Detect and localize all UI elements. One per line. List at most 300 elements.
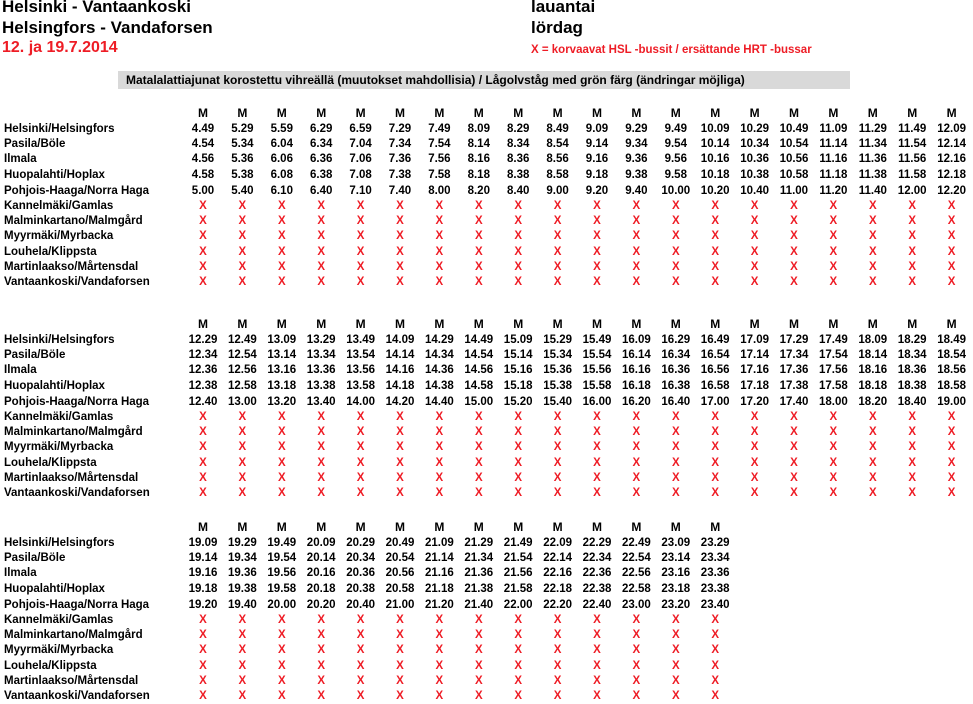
departure-time: 7.06 bbox=[349, 153, 372, 166]
departure-time: 20.56 bbox=[385, 567, 415, 580]
replacement-bus-mark: X bbox=[435, 199, 444, 212]
departure-time: 21.09 bbox=[425, 537, 454, 549]
departure-time: 22.16 bbox=[543, 567, 572, 580]
replacement-bus-mark: X bbox=[238, 410, 247, 423]
replacement-bus-mark: X bbox=[356, 215, 365, 228]
departure-time: 18.16 bbox=[858, 364, 888, 377]
replacement-bus-mark: X bbox=[396, 245, 404, 258]
replacement-bus-mark: X bbox=[238, 629, 247, 642]
departure-time: 13.09 bbox=[267, 334, 297, 346]
departure-time: 19.54 bbox=[267, 552, 297, 565]
replacement-bus-mark: X bbox=[947, 426, 956, 439]
replacement-bus-mark: X bbox=[553, 245, 562, 258]
departure-time: 14.54 bbox=[464, 349, 494, 362]
replacement-bus-mark: X bbox=[790, 441, 798, 454]
replacement-bus-mark: X bbox=[356, 644, 365, 657]
departure-time: 9.38 bbox=[625, 168, 648, 181]
replacement-bus-mark: X bbox=[435, 215, 444, 228]
service-dates: 12. ja 19.7.2014 bbox=[2, 39, 118, 56]
departure-time: 14.40 bbox=[425, 395, 454, 408]
departure-time: 19.16 bbox=[188, 567, 218, 580]
replacement-bus-mark: X bbox=[908, 456, 917, 469]
departure-time: 8.16 bbox=[467, 153, 490, 166]
departure-time: 20.38 bbox=[346, 582, 375, 595]
departure-time: 13.54 bbox=[346, 349, 375, 362]
departure-time: 16.16 bbox=[622, 364, 651, 377]
replacement-bus-mark: X bbox=[671, 629, 680, 642]
train-type-mark: M bbox=[789, 317, 799, 331]
departure-time: 21.54 bbox=[503, 552, 533, 565]
departure-time: 18.40 bbox=[897, 395, 927, 408]
replacement-bus-mark: X bbox=[514, 659, 523, 672]
replacement-bus-mark: X bbox=[238, 613, 247, 626]
replacement-bus-mark: X bbox=[868, 486, 877, 499]
replacement-bus-mark: X bbox=[435, 659, 444, 672]
replacement-bus-mark: X bbox=[474, 629, 483, 642]
replacement-bus-mark: X bbox=[199, 674, 207, 687]
departure-time: 5.29 bbox=[231, 123, 254, 135]
replacement-bus-mark: X bbox=[396, 456, 404, 469]
replacement-bus-mark: X bbox=[632, 441, 641, 454]
replacement-bus-mark: X bbox=[632, 456, 641, 469]
replacement-bus-mark: X bbox=[632, 486, 641, 499]
departure-time: 10.09 bbox=[700, 123, 730, 135]
replacement-bus-mark: X bbox=[593, 426, 601, 439]
replacement-bus-mark: X bbox=[947, 410, 956, 423]
departure-time: 14.49 bbox=[464, 334, 494, 346]
replacement-bus-mark: X bbox=[671, 230, 680, 243]
replacement-bus-mark: X bbox=[238, 426, 247, 439]
replacement-bus-mark: X bbox=[514, 456, 523, 469]
departure-time: 10.20 bbox=[700, 184, 730, 197]
replacement-bus-mark: X bbox=[514, 426, 523, 439]
departure-time: 18.49 bbox=[937, 334, 966, 346]
train-type-mark: M bbox=[710, 106, 721, 120]
departure-time: 20.29 bbox=[346, 537, 375, 549]
train-type-mark: M bbox=[828, 317, 839, 331]
departure-time: 15.36 bbox=[543, 364, 572, 377]
replacement-bus-mark: X bbox=[553, 260, 562, 273]
replacement-bus-mark: X bbox=[199, 230, 207, 243]
station-name: Louhela/Klippsta bbox=[4, 659, 97, 672]
replacement-bus-mark: X bbox=[356, 426, 365, 439]
train-type-mark: M bbox=[276, 106, 287, 120]
departure-time: 10.36 bbox=[740, 153, 769, 166]
departure-time: 9.40 bbox=[625, 184, 648, 197]
replacement-bus-mark: X bbox=[790, 245, 798, 258]
station-name: Pohjois-Haaga/Norra Haga bbox=[4, 395, 150, 408]
departure-time: 11.00 bbox=[779, 184, 809, 197]
replacement-bus-mark: X bbox=[711, 613, 720, 626]
train-type-mark: M bbox=[946, 106, 957, 120]
replacement-bus-mark: X bbox=[868, 260, 877, 273]
replacement-bus-mark: X bbox=[277, 629, 286, 642]
departure-time: 19.36 bbox=[228, 567, 257, 580]
departure-time: 9.56 bbox=[664, 153, 687, 166]
departure-time: 9.36 bbox=[625, 153, 648, 166]
replacement-bus-mark: X bbox=[238, 230, 247, 243]
station-name: Louhela/Klippsta bbox=[4, 456, 97, 469]
departure-time: 8.56 bbox=[546, 153, 569, 166]
departure-time: 11.56 bbox=[898, 153, 927, 166]
replacement-bus-mark: X bbox=[199, 629, 207, 642]
train-type-mark: M bbox=[473, 317, 484, 331]
train-type-mark: M bbox=[276, 317, 287, 331]
replacement-bus-mark: X bbox=[632, 689, 641, 702]
departure-time: 19.40 bbox=[228, 598, 257, 611]
departure-time: 12.49 bbox=[228, 334, 257, 346]
replacement-bus-mark: X bbox=[553, 230, 562, 243]
replacement-bus-mark: X bbox=[435, 486, 444, 499]
replacement-bus-mark: X bbox=[435, 674, 444, 687]
departure-time: 20.16 bbox=[306, 567, 336, 580]
replacement-bus-mark: X bbox=[474, 215, 483, 228]
replacement-bus-mark: X bbox=[317, 441, 326, 454]
replacement-bus-mark: X bbox=[396, 659, 404, 672]
replacement-bus-mark: X bbox=[553, 215, 562, 228]
replacement-bus-mark: X bbox=[671, 275, 680, 288]
departure-time: 19.49 bbox=[267, 537, 297, 549]
replacement-bus-mark: X bbox=[711, 199, 720, 212]
departure-time: 4.49 bbox=[191, 123, 215, 135]
departure-time: 21.14 bbox=[425, 552, 454, 565]
departure-time: 22.49 bbox=[622, 537, 651, 549]
station-name: Louhela/Klippsta bbox=[4, 245, 97, 258]
departure-time: 10.49 bbox=[779, 123, 809, 135]
replacement-bus-mark: X bbox=[593, 471, 601, 484]
replacement-bus-mark: X bbox=[908, 486, 917, 499]
departure-time: 4.54 bbox=[191, 138, 215, 151]
departure-time: 14.20 bbox=[385, 395, 415, 408]
replacement-bus-mark: X bbox=[277, 215, 286, 228]
departure-time: 23.36 bbox=[700, 567, 730, 580]
replacement-bus-mark: X bbox=[711, 245, 720, 258]
replacement-bus-mark: X bbox=[356, 410, 365, 423]
train-type-mark: M bbox=[237, 520, 248, 534]
departure-time: 22.09 bbox=[543, 537, 572, 549]
departure-time: 21.56 bbox=[503, 567, 533, 580]
replacement-bus-mark: X bbox=[317, 199, 326, 212]
departure-time: 17.49 bbox=[819, 334, 848, 346]
train-type-mark: M bbox=[592, 317, 602, 331]
replacement-bus-mark: X bbox=[553, 410, 562, 423]
departure-time: 7.08 bbox=[349, 168, 372, 181]
train-type-mark: M bbox=[395, 520, 405, 534]
departure-time: 20.36 bbox=[346, 567, 375, 580]
replacement-bus-mark: X bbox=[435, 471, 444, 484]
replacement-bus-mark: X bbox=[711, 215, 720, 228]
departure-time: 20.58 bbox=[385, 582, 415, 595]
station-name: Kannelmäki/Gamlas bbox=[4, 613, 114, 626]
replacement-bus-mark: X bbox=[435, 613, 444, 626]
replacement-bus-mark: X bbox=[790, 275, 798, 288]
departure-time: 23.40 bbox=[700, 598, 730, 611]
replacement-bus-mark: X bbox=[474, 456, 483, 469]
departure-time: 16.34 bbox=[661, 349, 691, 362]
departure-time: 12.20 bbox=[937, 184, 966, 197]
replacement-bus-mark: X bbox=[396, 275, 404, 288]
departure-time: 12.38 bbox=[188, 379, 218, 392]
departure-time: 21.58 bbox=[503, 582, 533, 595]
departure-time: 7.40 bbox=[388, 184, 412, 197]
train-type-mark: M bbox=[749, 317, 760, 331]
departure-time: 23.18 bbox=[661, 582, 691, 595]
station-name: Pasila/Böle bbox=[4, 138, 66, 151]
departure-time: 17.36 bbox=[779, 364, 809, 377]
replacement-bus-mark: X bbox=[593, 486, 601, 499]
train-type-mark: M bbox=[513, 106, 524, 120]
departure-time: 23.20 bbox=[661, 598, 691, 611]
replacement-bus-mark: X bbox=[908, 260, 917, 273]
train-type-mark: M bbox=[592, 106, 602, 120]
replacement-bus-mark: X bbox=[356, 486, 365, 499]
departure-time: 21.38 bbox=[464, 582, 494, 595]
replacement-bus-mark: X bbox=[474, 245, 483, 258]
departure-time: 9.29 bbox=[625, 123, 648, 135]
replacement-bus-mark: X bbox=[199, 426, 207, 439]
replacement-bus-mark: X bbox=[632, 230, 641, 243]
replacement-bus-mark: X bbox=[277, 456, 286, 469]
replacement-bus-mark: X bbox=[671, 644, 680, 657]
departure-time: 17.16 bbox=[740, 364, 769, 377]
train-type-mark: M bbox=[552, 317, 563, 331]
departure-time: 6.04 bbox=[270, 138, 293, 151]
departure-time: 10.54 bbox=[779, 138, 809, 151]
replacement-bus-mark: X bbox=[277, 674, 286, 687]
departure-time: 4.58 bbox=[191, 168, 215, 181]
departure-time: 22.34 bbox=[582, 552, 612, 565]
replacement-bus-mark: X bbox=[435, 426, 444, 439]
replacement-bus-mark: X bbox=[947, 245, 956, 258]
departure-time: 18.34 bbox=[897, 349, 927, 362]
replacement-bus-mark: X bbox=[238, 659, 247, 672]
replacement-bus-mark: X bbox=[790, 215, 798, 228]
replacement-bus-mark: X bbox=[593, 215, 601, 228]
replacement-bus-mark: X bbox=[671, 245, 680, 258]
train-type-mark: M bbox=[592, 520, 602, 534]
train-type-mark: M bbox=[789, 106, 799, 120]
departure-time: 7.38 bbox=[388, 168, 412, 181]
departure-time: 17.14 bbox=[740, 349, 769, 362]
replacement-bus-mark: X bbox=[593, 659, 601, 672]
departure-time: 20.00 bbox=[267, 598, 297, 611]
replacement-bus-mark: X bbox=[790, 426, 798, 439]
replacement-bus-mark: X bbox=[553, 674, 562, 687]
departure-time: 12.58 bbox=[228, 379, 257, 392]
replacement-bus-mark: X bbox=[474, 410, 483, 423]
replacement-bus-mark: X bbox=[396, 613, 404, 626]
replacement-bus-mark: X bbox=[238, 441, 247, 454]
replacement-bus-mark: X bbox=[632, 215, 641, 228]
departure-time: 10.29 bbox=[740, 123, 769, 135]
departure-time: 7.04 bbox=[349, 138, 372, 151]
replacement-bus-mark: X bbox=[238, 674, 247, 687]
departure-time: 18.56 bbox=[937, 364, 966, 377]
departure-time: 15.54 bbox=[582, 349, 612, 362]
departure-time: 11.58 bbox=[898, 168, 927, 181]
departure-time: 14.09 bbox=[385, 334, 415, 346]
replacement-bus-mark: X bbox=[238, 275, 247, 288]
departure-time: 19.38 bbox=[228, 582, 257, 595]
departure-time: 16.58 bbox=[700, 379, 730, 392]
replacement-bus-mark: X bbox=[277, 471, 286, 484]
replacement-bus-mark: X bbox=[632, 260, 641, 273]
departure-time: 22.14 bbox=[543, 552, 572, 565]
departure-time: 12.54 bbox=[228, 349, 257, 362]
replacement-bus-mark: X bbox=[435, 275, 444, 288]
train-type-mark: M bbox=[867, 317, 878, 331]
replacement-bus-mark: X bbox=[750, 426, 759, 439]
train-type-mark: M bbox=[907, 106, 918, 120]
station-name: Malminkartano/Malmgård bbox=[4, 426, 143, 439]
departure-time: 16.54 bbox=[700, 349, 730, 362]
replacement-bus-mark: X bbox=[356, 441, 365, 454]
departure-time: 20.54 bbox=[385, 552, 415, 565]
departure-time: 14.18 bbox=[385, 379, 415, 392]
replacement-bus-mark: X bbox=[829, 486, 838, 499]
replacement-bus-mark: X bbox=[632, 471, 641, 484]
replacement-bus-mark: X bbox=[396, 230, 404, 243]
replacement-bus-mark: X bbox=[711, 659, 720, 672]
replacement-bus-mark: X bbox=[514, 629, 523, 642]
train-type-mark: M bbox=[710, 317, 721, 331]
departure-time: 23.34 bbox=[700, 552, 730, 565]
replacement-bus-mark: X bbox=[947, 199, 956, 212]
replacement-bus-mark: X bbox=[396, 674, 404, 687]
departure-time: 12.36 bbox=[188, 364, 218, 377]
departure-time: 10.18 bbox=[700, 168, 730, 181]
replacement-bus-mark: X bbox=[593, 230, 601, 243]
replacement-bus-mark: X bbox=[632, 410, 641, 423]
station-name: Malminkartano/Malmgård bbox=[4, 629, 143, 642]
departure-time: 21.20 bbox=[425, 598, 454, 611]
replacement-bus-mark: X bbox=[514, 245, 523, 258]
replacement-bus-mark: X bbox=[908, 245, 917, 258]
train-type-mark: M bbox=[631, 317, 642, 331]
train-type-mark: M bbox=[749, 106, 760, 120]
station-name: Ilmala bbox=[4, 364, 37, 377]
departure-time: 22.40 bbox=[582, 598, 612, 611]
replacement-bus-mark: X bbox=[671, 199, 680, 212]
departure-time: 17.20 bbox=[740, 395, 769, 408]
replacement-bus-mark: X bbox=[238, 689, 247, 702]
departure-time: 17.18 bbox=[740, 379, 769, 392]
departure-time: 13.58 bbox=[346, 379, 375, 392]
train-type-mark: M bbox=[237, 317, 248, 331]
departure-time: 22.38 bbox=[582, 582, 612, 595]
replacement-bus-mark: X bbox=[750, 275, 759, 288]
replacement-bus-mark: X bbox=[356, 230, 365, 243]
departure-time: 8.34 bbox=[506, 138, 530, 151]
replacement-bus-mark: X bbox=[908, 471, 917, 484]
departure-time: 8.38 bbox=[506, 168, 530, 181]
departure-time: 5.36 bbox=[231, 153, 254, 166]
departure-time: 23.38 bbox=[700, 582, 730, 595]
weekday-fi: lauantai bbox=[531, 0, 596, 16]
departure-time: 19.14 bbox=[188, 552, 218, 565]
departure-time: 20.49 bbox=[385, 537, 415, 549]
replacement-bus-mark: X bbox=[671, 613, 680, 626]
replacement-bus-mark: X bbox=[947, 275, 956, 288]
departure-time: 15.20 bbox=[503, 395, 533, 408]
replacement-bus-mark: X bbox=[671, 426, 680, 439]
departure-time: 6.06 bbox=[270, 153, 293, 166]
train-type-mark: M bbox=[670, 106, 681, 120]
replacement-bus-mark: X bbox=[593, 629, 601, 642]
train-type-mark: M bbox=[434, 106, 445, 120]
departure-time: 16.00 bbox=[582, 395, 612, 408]
replacement-bus-mark: X bbox=[435, 230, 444, 243]
departure-time: 13.56 bbox=[346, 364, 375, 377]
replacement-bus-mark: X bbox=[553, 486, 562, 499]
replacement-bus-mark: X bbox=[553, 659, 562, 672]
departure-time: 7.49 bbox=[428, 123, 451, 135]
departure-time: 8.54 bbox=[546, 138, 569, 151]
departure-time: 10.34 bbox=[740, 138, 769, 151]
departure-time: 17.00 bbox=[700, 395, 730, 408]
departure-time: 16.38 bbox=[661, 379, 691, 392]
departure-time: 19.00 bbox=[937, 395, 966, 408]
replacement-bus-mark: X bbox=[356, 245, 365, 258]
station-name: Pasila/Böle bbox=[4, 349, 66, 362]
replacement-bus-mark: X bbox=[593, 245, 601, 258]
train-type-mark: M bbox=[395, 106, 405, 120]
replacement-bus-mark: X bbox=[711, 689, 720, 702]
replacement-bus-mark: X bbox=[435, 644, 444, 657]
replacement-bus-mark: X bbox=[632, 629, 641, 642]
departure-time: 15.58 bbox=[582, 379, 612, 392]
train-type-mark: M bbox=[946, 317, 957, 331]
departure-time: 13.38 bbox=[306, 379, 336, 392]
departure-time: 6.38 bbox=[309, 168, 333, 181]
departure-time: 8.09 bbox=[467, 123, 490, 135]
replacement-bus-mark: X bbox=[317, 659, 326, 672]
replacement-bus-mark: X bbox=[868, 245, 877, 258]
replacement-bus-mark: X bbox=[947, 471, 956, 484]
replacement-bus-mark: X bbox=[829, 230, 838, 243]
departure-time: 12.34 bbox=[188, 349, 218, 362]
replacement-bus-mark: X bbox=[435, 441, 444, 454]
replacement-bus-mark: X bbox=[593, 260, 601, 273]
replacement-bus-mark: X bbox=[317, 275, 326, 288]
replacement-bus-mark: X bbox=[750, 215, 759, 228]
departure-time: 19.09 bbox=[188, 537, 218, 549]
replacement-bus-mark: X bbox=[474, 260, 483, 273]
replacement-bus-mark: X bbox=[790, 260, 798, 273]
replacement-bus-mark: X bbox=[908, 199, 917, 212]
departure-time: 21.29 bbox=[464, 537, 494, 549]
replacement-bus-mark: X bbox=[711, 230, 720, 243]
replacement-bus-mark: X bbox=[908, 426, 917, 439]
departure-time: 13.20 bbox=[267, 395, 297, 408]
replacement-bus-mark: X bbox=[356, 674, 365, 687]
replacement-bus-mark: X bbox=[317, 245, 326, 258]
train-type-mark: M bbox=[552, 520, 563, 534]
departure-time: 18.54 bbox=[937, 349, 966, 362]
train-type-mark: M bbox=[670, 317, 681, 331]
departure-time: 20.14 bbox=[306, 552, 336, 565]
replacement-bus-mark: X bbox=[396, 410, 404, 423]
replacement-bus-mark: X bbox=[435, 260, 444, 273]
replacement-bus-mark: X bbox=[750, 245, 759, 258]
replacement-bus-mark: X bbox=[750, 456, 759, 469]
replacement-bus-mark: X bbox=[396, 199, 404, 212]
replacement-bus-mark: X bbox=[868, 215, 877, 228]
departure-time: 20.20 bbox=[306, 598, 336, 611]
station-name: Helsinki/Helsingfors bbox=[4, 334, 115, 346]
departure-time: 18.36 bbox=[897, 364, 927, 377]
station-name: Helsinki/Helsingfors bbox=[4, 123, 115, 135]
